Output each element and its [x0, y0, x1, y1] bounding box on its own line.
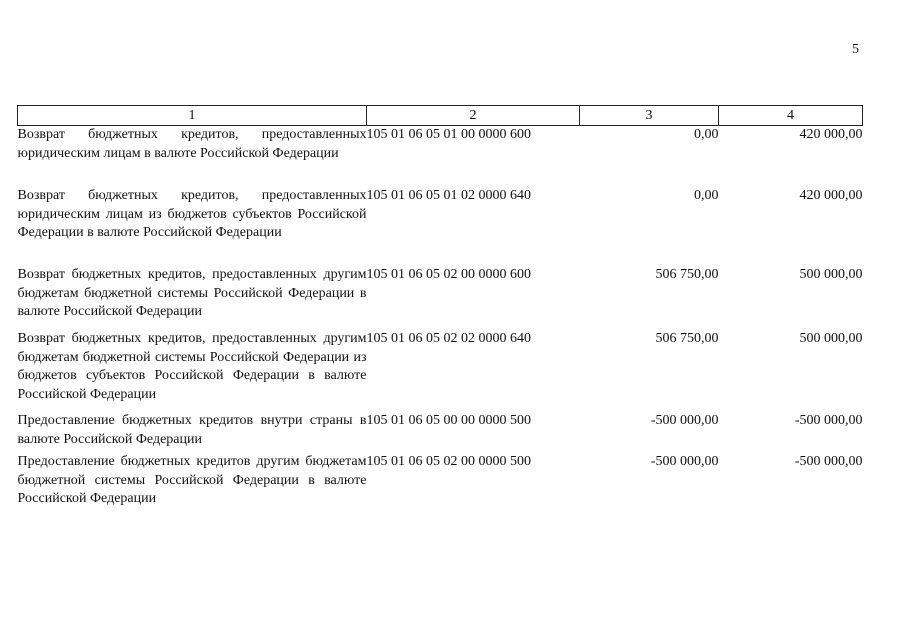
table-row: [18, 126, 863, 188]
row-code: 105 01 06 05 02 00 0000 600: [366, 267, 531, 282]
header-col-2: 2: [367, 106, 580, 126]
row-col4: 420 000,00: [799, 188, 863, 203]
table-row: [18, 187, 863, 266]
row-col4: 500 000,00: [799, 331, 863, 346]
row-code: 105 01 06 05 01 02 0000 640: [366, 188, 531, 203]
header-col-4: 4: [719, 106, 863, 126]
table-row: [18, 412, 863, 453]
row-code: 105 01 06 05 00 00 0000 500: [366, 413, 531, 428]
row-name: Возврат бюджетных кредитов, предоставленных юридическим лицам в валюте Российской Федерации: [17, 127, 367, 161]
row-col3: 506 750,00: [655, 267, 719, 282]
row-name: Возврат бюджетных кредитов, предоставленных другим бюджетам бюджетной системы Российской Федерации в валюте Российской Федерации: [17, 267, 367, 319]
row-col3: 506 750,00: [655, 331, 719, 346]
row-col4: -500 000,00: [794, 454, 863, 469]
row-col3: -500 000,00: [650, 454, 719, 469]
header-col-3: 3: [580, 106, 719, 126]
header-row: [18, 106, 863, 126]
row-col4: 420 000,00: [799, 127, 863, 142]
row-col4: -500 000,00: [794, 413, 863, 428]
row-code: 105 01 06 05 01 00 0000 600: [366, 127, 531, 142]
row-col4: 500 000,00: [799, 267, 863, 282]
table-row: [18, 266, 863, 330]
row-name: Возврат бюджетных кредитов, предоставленных юридическим лицам из бюджетов субъектов Российской Федерации в валюте Российской Федерации: [17, 188, 367, 240]
row-name: Предоставление бюджетных кредитов другим бюджетам бюджетной системы Российской Федерации в валюте Российской Федерации: [17, 454, 367, 506]
row-code: 105 01 06 05 02 02 0000 640: [366, 331, 531, 346]
table-row: [18, 453, 863, 513]
row-col3: 0,00: [694, 127, 719, 142]
table-header: [18, 106, 863, 126]
table-row: [18, 330, 863, 412]
row-code: 105 01 06 05 02 00 0000 500: [366, 454, 531, 469]
row-col3: 0,00: [694, 188, 719, 203]
page-number: 5: [852, 42, 859, 57]
row-col3: -500 000,00: [650, 413, 719, 428]
header-col-1: 1: [18, 106, 367, 126]
row-name: Предоставление бюджетных кредитов внутри страны в валюте Российской Федерации: [17, 413, 367, 447]
budget-table: [17, 105, 863, 513]
table-body: [18, 126, 863, 514]
row-name: Возврат бюджетных кредитов, предоставленных другим бюджетам бюджетной системы Российской Федерации из бюджетов субъектов Российской Федерации в валюте Российской Федерации: [17, 331, 367, 402]
